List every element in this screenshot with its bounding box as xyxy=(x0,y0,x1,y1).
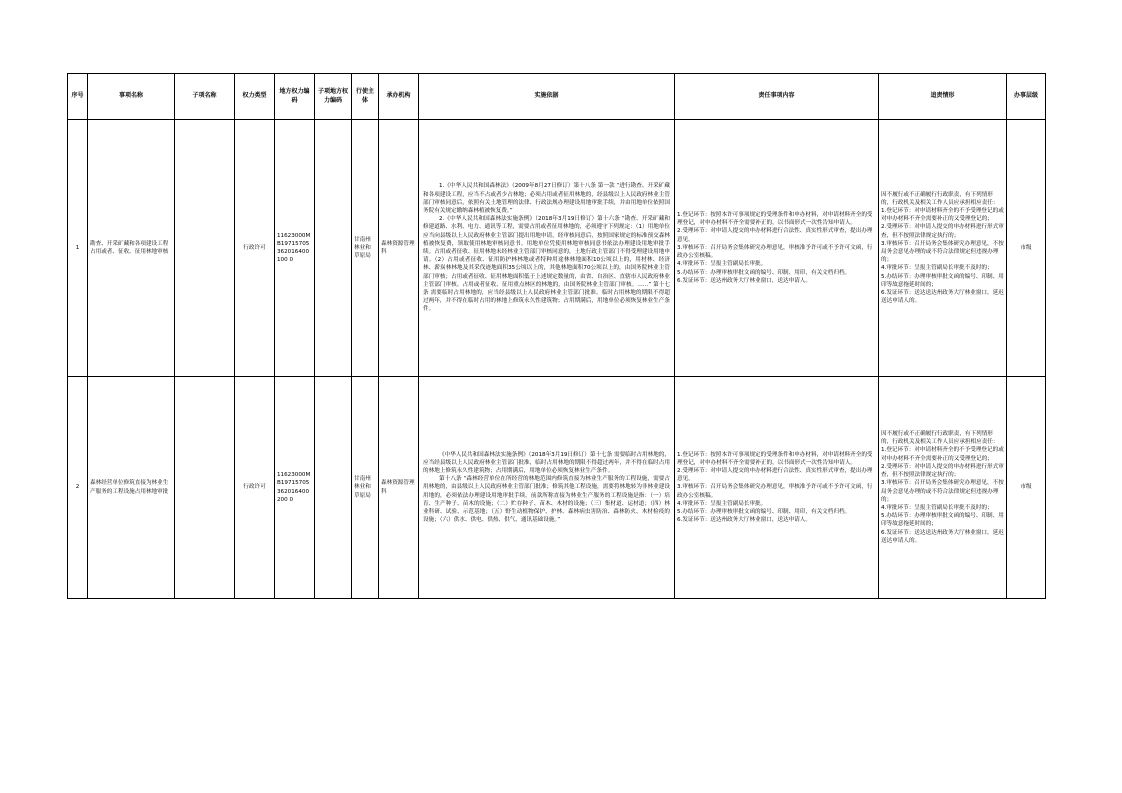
cell-basis xyxy=(419,377,675,599)
header-sub-item: 子项名称 xyxy=(175,74,235,120)
accountability-item: 2.受理环节：对申请人提交的申办材料进行形式审查，但不按照法律规定执行的； xyxy=(881,463,1004,479)
header-accountability: 追责情形 xyxy=(879,74,1007,120)
duty-item: 6.发证环节：送达州政务大厅林业窗口，送达申请人。 xyxy=(677,517,811,524)
cell-basis xyxy=(419,120,675,377)
accountability-item: 1.登记环节：对申请材料齐全的不予受理登记的或对申办材料不齐全需要补正的又受理登记的； xyxy=(881,447,1004,462)
cell-no: 2 xyxy=(68,377,88,599)
duty-item: 3.审核环节：召开局务会集体研究办理意见，审核准予许可或不予许可文函，行政办公室核稿。 xyxy=(677,484,873,499)
duty-item: 6.发证环节：送达州政务大厅林业窗口，送达申请人。 xyxy=(677,277,811,284)
cell-level: 市级 xyxy=(1007,120,1046,377)
duty-item: 2.受理环节：对申请人提交的申办材料进行合法性、真实性形式审查，提出办理意见。 xyxy=(677,467,873,483)
duty-item: 4.审批环节：呈报主管副局长审批。 xyxy=(677,261,767,268)
header-power-type: 权力类型 xyxy=(235,74,275,120)
cell-power-type: 行政许可 xyxy=(235,377,275,599)
header-level: 办事层级 xyxy=(1007,74,1046,120)
cell-subject: 甘南州林业和草原局 xyxy=(352,120,379,377)
header-sub-local-code: 子项地方权力编码 xyxy=(315,74,352,120)
duty-item: 1.登记环节：按照本许可事项规定的受理条件和申办材料，对申请材料齐全的受理登记，对申办材料不齐全需要补正的，以书面形式一次性告知申请人。 xyxy=(677,212,873,227)
header-duty: 责任事项内容 xyxy=(675,74,879,120)
header-basis: 实施依据 xyxy=(419,74,675,120)
cell-item-name: 勘查、开采矿藏和各项建设工程占用或者、征收、征用林地审核 xyxy=(88,120,175,377)
duty-item: 5.办结环节：办理审核审批文函的编号、印制、用印，有关文档归档。 xyxy=(677,269,851,276)
cell-sub-local-code xyxy=(315,377,352,599)
cell-sub-local-code xyxy=(315,120,352,377)
cell-sub-item xyxy=(175,377,235,599)
power-list-table xyxy=(67,73,1046,599)
table-header-row xyxy=(68,74,1046,120)
accountability-item: 6.发证环节：送达送达州政务大厅林业窗口，延迟送达申请人的。 xyxy=(881,290,1004,305)
basis-paragraph: 1.《中华人民共和国森林法》（2009年8月27日修订）第十八条 第一款 “进行勘查、开采矿藏和各项建设工程，应当不占或者少占林地；必须占用或者征用林地的，经县级以上人民政府林业主管部门审核同意后，依照有关土地管理的法律、行政法规办理建设用地审批手续，并由用地单位依照国务院有关规定缴纳森林植被恢复费。” xyxy=(423,183,670,214)
accountability-item: 因不履行或不正确履行行政职责，有下列情形的，行政机关及相关工作人员应承担相应责任： xyxy=(881,191,999,206)
cell-subject: 甘南州林业和草原局 xyxy=(352,377,379,599)
cell-item-name: 森林经营单位修筑直接为林业生产服务的工程设施占用林地审批 xyxy=(88,377,175,599)
cell-office: 森林资源管理科 xyxy=(379,120,419,377)
accountability-item: 3.审核环节：召开局务会集体研究办理意见，不按局务会意见办理的或不符合法律规定但违规办理的； xyxy=(881,480,1004,503)
header-office: 承办机构 xyxy=(379,74,419,120)
cell-power-type: 行政许可 xyxy=(235,120,275,377)
cell-office: 森林资源管理科 xyxy=(379,377,419,599)
duty-item: 5.办结环节：办理审核审批文函的编号、印制、用印，有关文档归档。 xyxy=(677,509,851,515)
duty-item: 3.审核环节：召开局务会集体研究办理意见，审核准予许可或不予许可文函，行政办公室核稿。 xyxy=(677,244,873,260)
accountability-item: 因不履行或不正确履行行政职责，有下列情形的，行政机关及相关工作人员应承担相应责任： xyxy=(881,431,999,446)
cell-local-code: 11623000MB19715705362016400100 0 xyxy=(275,120,315,377)
accountability-item: 4.审批环节：呈报主管副局长审批不及时的； xyxy=(881,265,993,272)
header-no: 序号 xyxy=(68,74,88,120)
duty-item: 1.登记环节：按照本许可事项规定的受理条件和申办材料，对申请材料齐全的受理登记，对申办材料不齐全需要补正的，以书面形式一次性告知申请人。 xyxy=(677,451,873,466)
duty-item: 2.受理环节：对申请人提交的申办材料进行合法性、真实性形式审查，提出办理意见。 xyxy=(677,228,873,243)
cell-duty xyxy=(675,377,879,599)
cell-duty xyxy=(675,120,879,377)
basis-paragraph: 《中华人民共和国森林法实施条例》（2018年3月19日修订）第十七条 需要临时占用林地的，应当经县级以上人民政府林业主管部门批准，临时占用林地的期限不得超过两年，并不得在临时占用的林地上修筑永久性建筑物；占用期满后，用地单位必须恢复林业生产条件。 xyxy=(423,451,670,474)
duty-item: 4.审批环节：呈报主管副局长审批。 xyxy=(677,500,767,507)
accountability-item: 5.办结环节：办理审核审批文函的编号、印制、用印等故意拖延时间的； xyxy=(881,513,1004,528)
table-row xyxy=(68,377,1046,599)
cell-no: 1 xyxy=(68,120,88,377)
basis-paragraph: 第十八条 “森林经营单位在所经营的林地范围内修筑直接为林业生产服务的工程设施，需要占用林地的，由县级以上人民政府林业主管部门批准；修筑其他工程设施，需要将林地转为非林业建设用地的，必须依法办理建设用地审批手续。前款所称直接为林业生产服务的工程设施是指：（一）培育、生产种子、苗木的设施；（二）贮存种子、苗木、木材的设施；（三）集材道、运材道；（四）林业科研、试验、示范基地；（五）野生动植物保护、护林、森林病虫害防治、森林防火、木材检疫的设施；（六）供水、供电、供热、供气、通讯基础设施。” xyxy=(423,476,670,524)
basis-paragraph: 2.《中华人民共和国森林法实施条例》（2018年3月19日修订）第十六条 “勘查、开采矿藏和修建道路、水利、电力、通讯等工程，需要占用或者征用林地的，必须遵守下列规定：（1）用地单位应当向县级以上人民政府林业主管部门提出用地申请，经审核同意后，按照国家规定的标准预交森林植被恢复费，领取使用林地审核同意书。用地单位凭使用林地审核同意书依法办理建设用地审批手续。占用或者征收、征用林地未经林业主管部门审核同意的，土地行政主管部门不得受理建设用地申请。（2）占用或者征收、征用防护林林地或者特种用途林林地面积10公顷以上的，用材林、经济林、薪炭林林地及其采伐迹地面积35公顷以上的，其他林地面积70公顷以上的，由国务院林业主管部门审核；占用或者征收、征用林地面积低于上述规定数量的，由省、自治区、直辖市人民政府林业主管部门审核。占用或者征收、征用重点林区的林地的，由国务院林业主管部门审核。……” 第十七条 需要临时占用林地的，应当经县级以上人民政府林业主管部门批准。临时占用林地的期限不得超过两年，并不得在临时占用的林地上修筑永久性建筑物；占用期满后，用地单位必须恢复林业生产条件。 xyxy=(423,216,670,313)
header-subject: 行使主体 xyxy=(352,74,379,120)
cell-level: 市级 xyxy=(1007,377,1046,599)
cell-accountability xyxy=(879,377,1007,599)
table-row xyxy=(68,120,1046,377)
header-item-name: 事项名称 xyxy=(88,74,175,120)
header-local-code: 地方权力编码 xyxy=(275,74,315,120)
cell-sub-item xyxy=(175,120,235,377)
accountability-item: 2.受理环节：对申请人提交的申办材料进行形式审查，但不按照法律规定执行的； xyxy=(881,224,1004,239)
accountability-item: 3.审核环节：召开局务会集体研究办理意见，不按局务会意见办理的或不符合法律规定但违规办理的； xyxy=(881,240,1004,264)
cell-local-code: 11623000MB19715705362016400200 0 xyxy=(275,377,315,599)
accountability-item: 5.办结环节：办理审核审批文函的编号、印制、用印等故意拖延时间的； xyxy=(881,273,1004,288)
accountability-item: 4.审批环节：呈报主管副局长审批不及时的； xyxy=(881,504,993,511)
accountability-item: 6.发证环节：送达送达州政务大厅林业窗口，延迟送达申请人的。 xyxy=(881,529,1004,544)
accountability-item: 1.登记环节：对申请材料齐全的不予受理登记的或对申办材料不齐全需要补正的又受理登记的； xyxy=(881,207,1004,223)
cell-accountability xyxy=(879,120,1007,377)
